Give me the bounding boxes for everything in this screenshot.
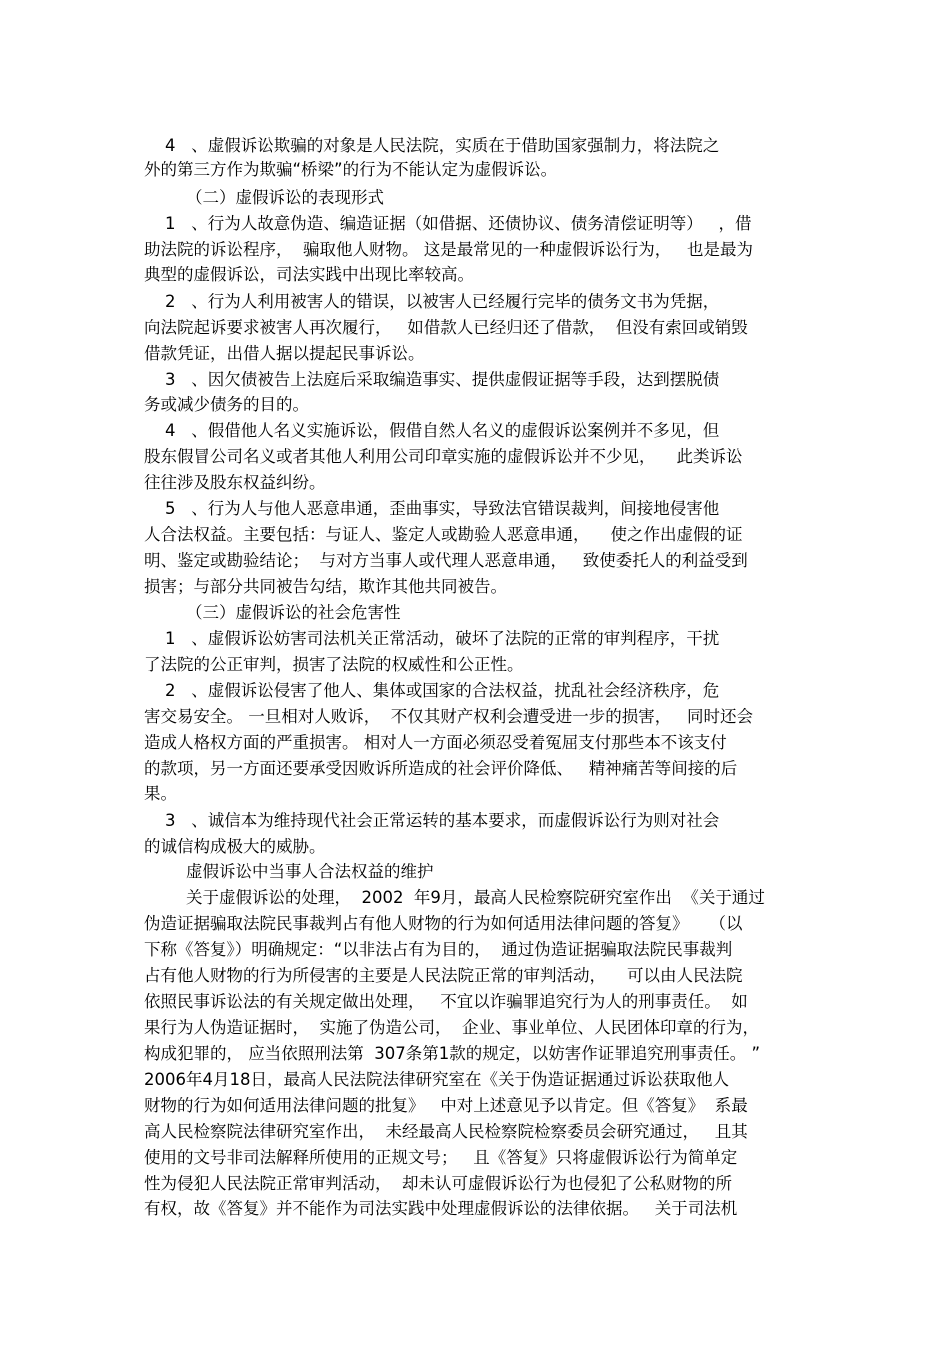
text-line: 损害；与部分共同被告勾结，欺诈其他共同被告。: [144, 577, 507, 596]
text-line: 5 、行为人与他人恶意串通，歪曲事实，导致法官错误裁判，间接地侵害他: [144, 499, 720, 518]
text-line: 外的第三方作为欺骗“桥梁”的行为不能认定为虚假诉讼。: [144, 160, 558, 179]
text-line: 往往涉及股东权益纠纷。: [144, 473, 326, 492]
text-line: 性为侵犯人民法院正常审判活动， 却未认可虚假诉讼行为也侵犯了公私财物的所: [144, 1174, 732, 1193]
text-line: 下称《答复》）明确规定：“以非法占有为目的， 通过伪造证据骗取法院民事裁判: [144, 940, 733, 959]
text-line: 2 、虚假诉讼侵害了他人、集体或国家的合法权益，扰乱社会经济秩序，危: [144, 681, 720, 700]
text-line: 果。: [144, 784, 177, 803]
text-line: 的诚信构成极大的威胁。: [144, 837, 326, 856]
text-line: 占有他人财物的行为所侵害的主要是人民法院正常的审判活动， 可以由人民法院: [144, 966, 743, 985]
text-line: 股东假冒公司名义或者其他人利用公司印章实施的虚假诉讼并不少见， 此类诉讼: [144, 447, 743, 466]
text-line: 高人民检察院法律研究室作出， 未经最高人民检察院检察委员会研究通过， 且其: [144, 1122, 748, 1141]
text-line: 务或减少债务的目的。: [144, 395, 309, 414]
text-line: （三）虚假诉讼的社会危害性: [144, 603, 401, 622]
text-line: 3 、诚信本为维持现代社会正常运转的基本要求，而虚假诉讼行为则对社会: [144, 811, 720, 830]
text-line: 财物的行为如何适用法律问题的批复》 中对上述意见予以肯定。但《答复》 系最: [144, 1096, 748, 1115]
text-line: 2006年4月18日，最高人民法院法律研究室在《关于伪造证据通过诉讼获取他人: [144, 1070, 729, 1089]
text-line: 1 、行为人故意伪造、编造证据（如借据、还债协议、债务清偿证明等） ，借: [144, 214, 752, 233]
text-line: 有权，故《答复》并不能作为司法实践中处理虚假诉讼的法律依据。 关于司法机: [144, 1199, 738, 1218]
text-line: 3 、因欠债被告上法庭后采取编造事实、提供虚假证据等手段，达到摆脱债: [144, 370, 720, 389]
text-line: 人合法权益。主要包括：与证人、鉴定人或勘验人恶意串通， 使之作出虚假的证: [144, 525, 743, 544]
text-line: 害交易安全。 一旦相对人败诉， 不仅其财产权利会遭受进一步的损害， 同时还会: [144, 707, 753, 726]
text-line: 明、鉴定或勘验结论； 与对方当事人或代理人恶意串通， 致使委托人的利益受到: [144, 551, 748, 570]
text-line: 的款项，另一方面还要承受因败诉所造成的社会评价降低、 精神痛苦等间接的后: [144, 759, 738, 778]
text-line: 借款凭证，出借人据以提起民事诉讼。: [144, 344, 425, 363]
text-line: 果行为人伪造证据时， 实施了伪造公司， 企业、事业单位、人民团体印章的行为，: [144, 1018, 759, 1037]
text-line: （二）虚假诉讼的表现形式: [144, 188, 384, 207]
text-line: 构成犯罪的， 应当依照刑法第 307条第1款的规定，以妨害作证罪追究刑事责任。 ”: [144, 1044, 761, 1063]
text-line: 虚假诉讼中当事人合法权益的维护: [144, 862, 434, 881]
text-line: 4 、虚假诉讼欺骗的对象是人民法院，实质在于借助国家强制力，将法院之: [144, 136, 720, 155]
text-line: 1 、虚假诉讼妨害司法机关正常活动，破坏了法院的正常的审判程序，干扰: [144, 629, 720, 648]
text-line: 了法院的公正审判，损害了法院的权威性和公正性。: [144, 655, 524, 674]
text-line: 4 、假借他人名义实施诉讼，假借自然人名义的虚假诉讼案例并不多见，但: [144, 421, 720, 440]
text-line: 伪造证据骗取法院民事裁判占有他人财物的行为如何适用法律问题的答复》 （以: [144, 914, 743, 933]
text-line: 依照民事诉讼法的有关规定做出处理， 不宜以诈骗罪追究行为人的刑事责任。 如: [144, 992, 748, 1011]
text-line: 典型的虚假诉讼，司法实践中出现比率较高。: [144, 265, 474, 284]
text-line: 助法院的诉讼程序， 骗取他人财物。 这是最常见的一种虚假诉讼行为， 也是最为: [144, 240, 753, 259]
text-line: 关于虚假诉讼的处理， 2002 年9月，最高人民检察院研究室作出 《关于通过: [144, 888, 765, 907]
text-line: 2 、行为人利用被害人的错误，以被害人已经履行完毕的债务文书为凭据，: [144, 292, 720, 311]
text-line: 向法院起诉要求被害人再次履行， 如借款人已经归还了借款， 但没有索回或销毁: [144, 318, 748, 337]
text-line: 造成人格权方面的严重损害。 相对人一方面必须忍受着冤屈支付那些本不该支付: [144, 733, 727, 752]
text-line: 使用的文号非司法解释所使用的正规文号； 且《答复》只将虚假诉讼行为简单定: [144, 1148, 738, 1167]
